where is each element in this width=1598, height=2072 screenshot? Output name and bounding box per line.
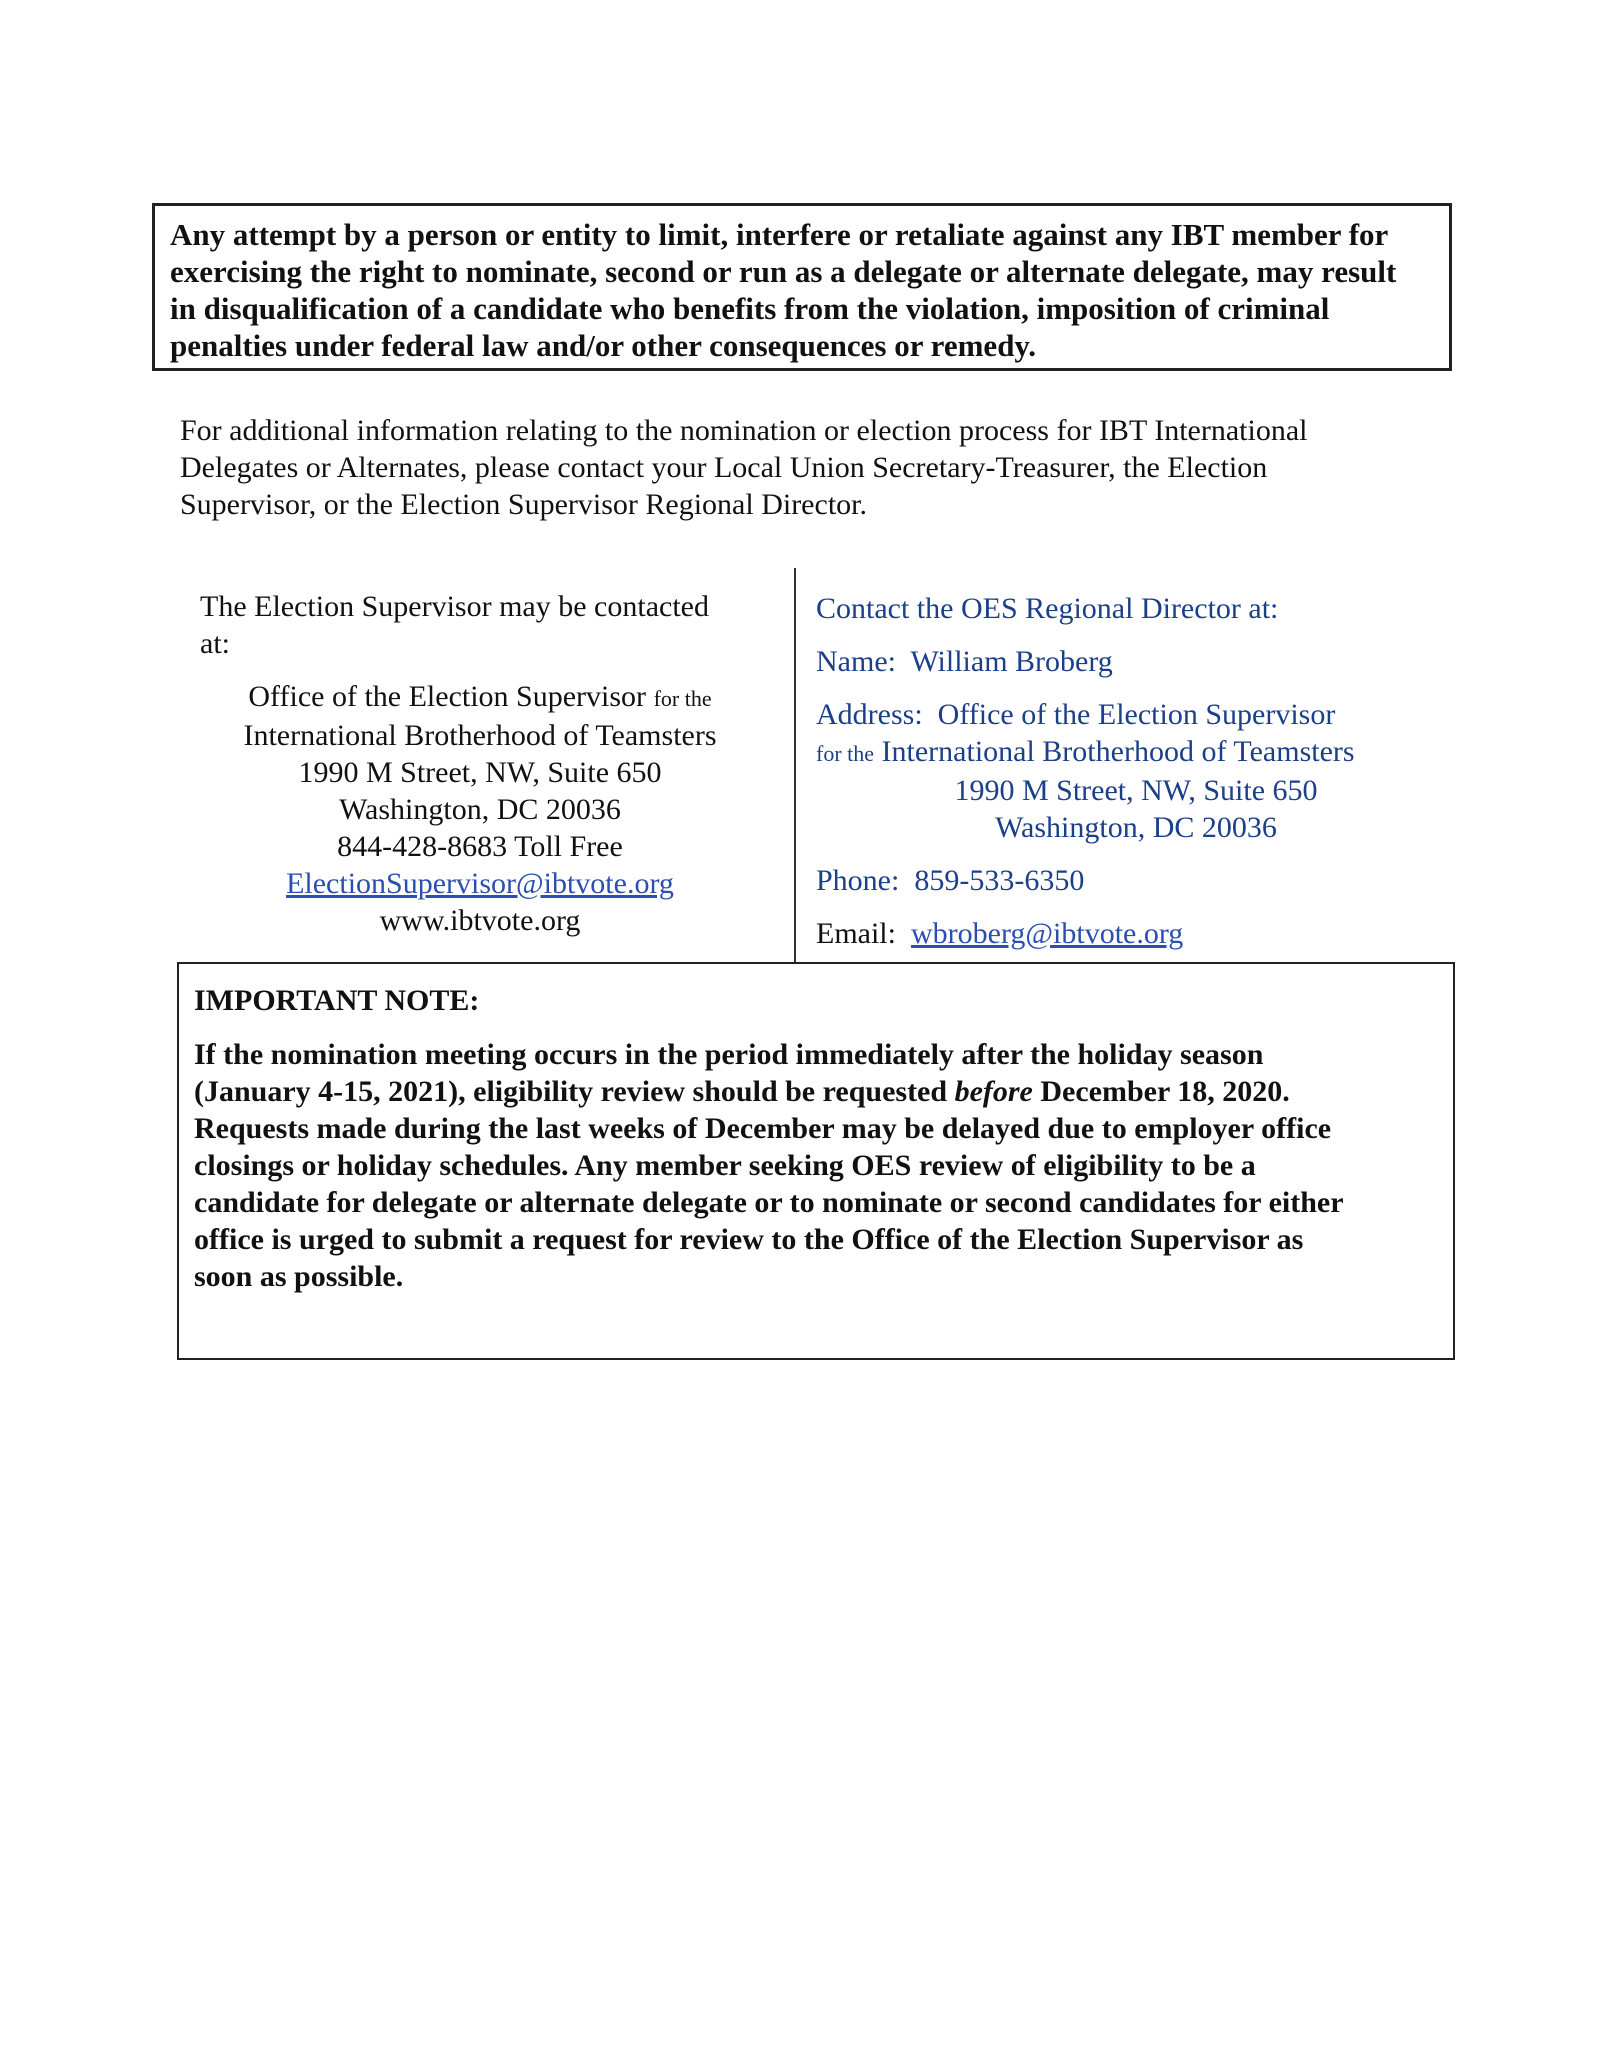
supervisor-office-suffix: for the [653,686,712,711]
regional-brotherhood-row [816,733,1456,772]
warning-line: in disqualification of a candidate who benefits from the violation, imposition of criminal [170,291,1330,326]
supervisor-intro-line: at: [200,627,230,660]
regional-phone: 859-533-6350 [914,864,1085,897]
supervisor-website[interactable]: www.ibtvote.org [379,904,581,937]
warning-box [152,203,1452,371]
regional-email-link[interactable]: wbroberg@ibtvote.org [910,917,1184,950]
supervisor-intro-line: The Election Supervisor may be contacted [200,590,709,623]
regional-heading: Contact the OES Regional Director at: [816,592,1279,625]
warning-line: penalties under federal law and/or other consequences or remedy. [170,328,1036,363]
info-line: Delegates or Alternates, please contact your Local Union Secretary-Treasurer, the Election [180,451,1268,484]
important-note-box [177,962,1455,1360]
supervisor-brotherhood: International Brotherhood of Teamsters [243,719,717,752]
warning-line: exercising the right to nominate, second or run as a delegate or alternate delegate, may result [170,254,1397,289]
note-line: office is urged to submit a request for review to the Office of the Election Supervisor as [194,1223,1304,1256]
note-emphasis: before [954,1075,1033,1108]
note-line: Requests made during the last weeks of December may be delayed due to employer office [194,1112,1332,1145]
regional-brotherhood: International Brotherhood of Teamsters [881,735,1355,768]
column-divider [794,568,796,963]
supervisor-office [200,678,760,717]
supervisor-office-name: Office of the Election Supervisor [248,680,647,713]
regional-contact [816,590,1456,968]
note-title: IMPORTANT NOTE: [194,984,480,1017]
note-line [194,1073,1439,1110]
supervisor-contact [200,588,760,939]
info-line: For additional information relating to the nomination or election process for IBT International [180,414,1308,447]
regional-phone-row [816,862,1456,899]
regional-email-label: Email: [816,917,896,950]
info-line: Supervisor, or the Election Supervisor Regional Director. [180,488,867,521]
regional-for-the: for the [816,741,875,766]
note-text: December 18, 2020. [1040,1075,1290,1108]
regional-phone-label: Phone: [816,864,900,897]
supervisor-phone: 844-428-8683 Toll Free [337,830,623,863]
note-line: closings or holiday schedules. Any member seeking OES review of eligibility to be a [194,1149,1256,1182]
supervisor-street: 1990 M Street, NW, Suite 650 [298,756,662,789]
info-paragraph [180,412,1420,523]
regional-name: William Broberg [910,645,1113,678]
supervisor-intro [200,588,760,662]
supervisor-city: Washington, DC 20036 [339,793,621,826]
warning-line: Any attempt by a person or entity to limit, interfere or retaliate against any IBT member for [170,217,1389,252]
regional-address-label: Address: [816,698,923,731]
supervisor-address [200,678,760,939]
regional-city: Washington, DC 20036 [995,811,1277,844]
regional-name-label: Name: [816,645,896,678]
regional-email-row [816,915,1456,952]
note-line: soon as possible. [194,1260,404,1293]
regional-address-row [816,696,1456,733]
note-line: candidate for delegate or alternate delegate or to nominate or second candidates for either [194,1186,1344,1219]
regional-name-row [816,643,1456,680]
regional-street: 1990 M Street, NW, Suite 650 [954,774,1318,807]
note-line: If the nomination meeting occurs in the period immediately after the holiday season [194,1038,1264,1071]
regional-office: Office of the Election Supervisor [937,698,1336,731]
supervisor-email-link[interactable]: ElectionSupervisor@ibtvote.org [286,867,674,900]
note-text: (January 4-15, 2021), eligibility review should be requested [194,1075,948,1108]
